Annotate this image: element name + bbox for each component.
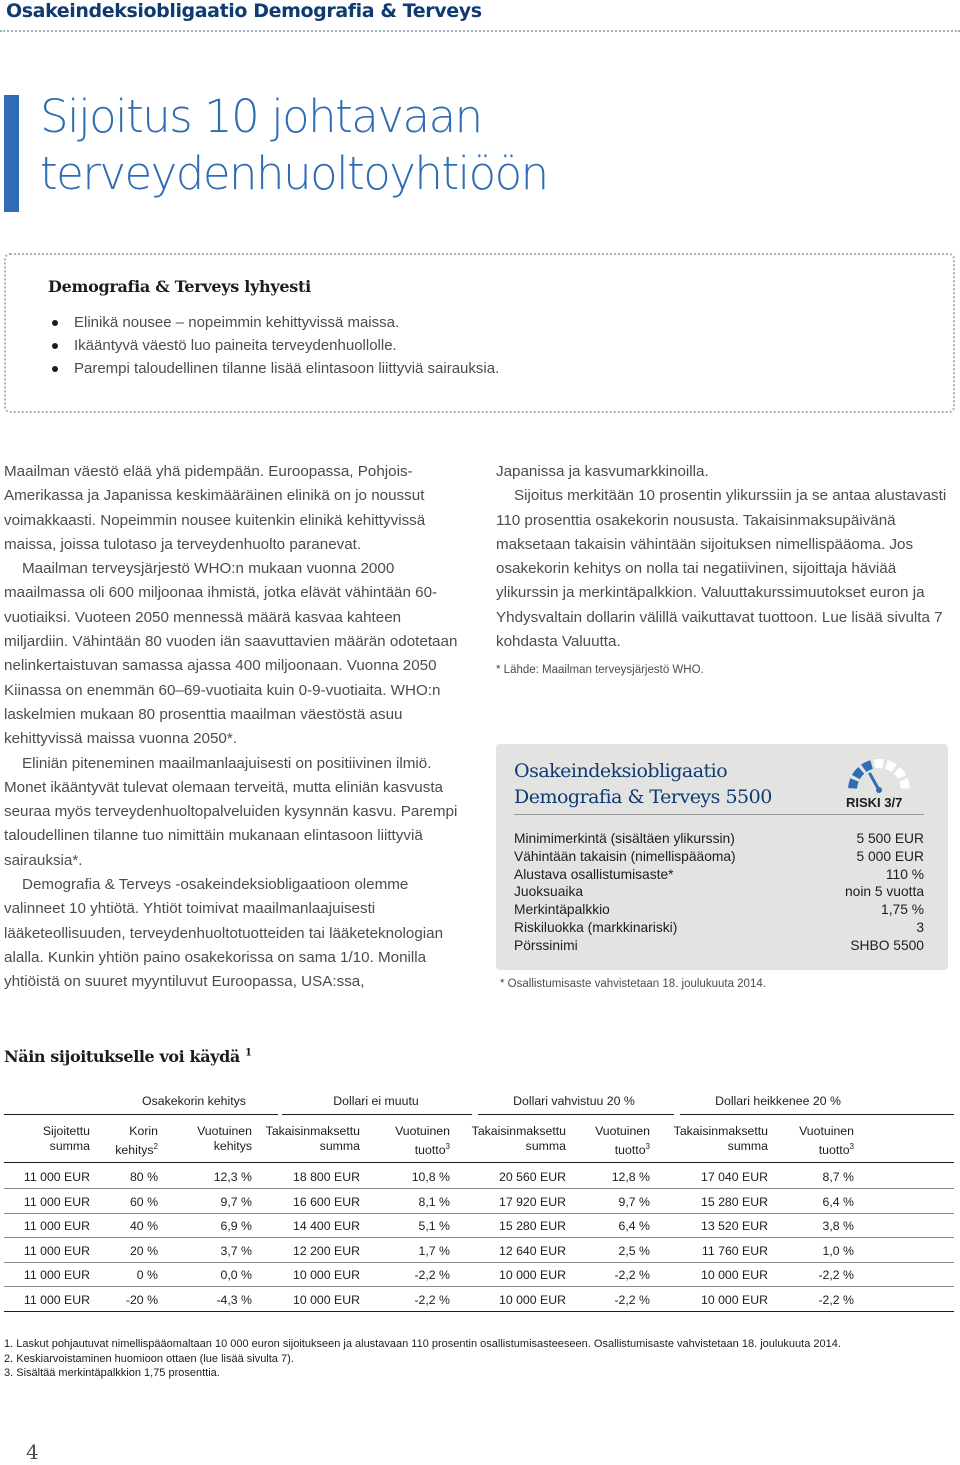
column-header	[674, 1124, 768, 1154]
table-cell: 11 000 EUR	[23, 1292, 90, 1307]
table-cell: 17 040 EUR	[701, 1170, 768, 1184]
table-cell: 9,7 %	[618, 1194, 650, 1209]
table-cell: -2,2 %	[414, 1268, 450, 1282]
summary-title: Demografia & Terveys lyhyesti	[48, 277, 311, 296]
table-cell: 1,0 %	[822, 1243, 854, 1258]
column-header-line2-text: summa	[727, 1139, 768, 1153]
table-cell: 12,3 %	[213, 1170, 252, 1184]
header-title: Osakeindeksiobligaatio Demografia & Terveys	[6, 0, 482, 22]
table-cell: 3,8 %	[822, 1219, 854, 1233]
column-header	[595, 1124, 650, 1158]
table-row	[4, 1189, 954, 1213]
column-header-line2	[266, 1139, 360, 1154]
table-cell: 16 600 EUR	[293, 1194, 360, 1209]
table-cell: 6,4 %	[618, 1219, 650, 1233]
product-row-label: Vähintään takaisin (nimellispääoma)	[514, 848, 736, 864]
column-header	[266, 1124, 360, 1154]
product-row	[514, 848, 924, 866]
table-cell: 0 %	[136, 1268, 158, 1282]
table-cell: 10 000 EUR	[499, 1268, 566, 1282]
table-cell: 10,8 %	[411, 1170, 450, 1184]
column-header-line1: Sijoitettu	[42, 1124, 90, 1138]
table-cell: -2,2 %	[614, 1292, 650, 1307]
product-row-label: Merkintäpalkkio	[514, 902, 610, 918]
product-footnote: * Osallistumisaste vahvistetaan 18. joulukuuta 2014.	[500, 978, 766, 990]
product-name	[514, 758, 834, 810]
column-header-line1: Vuotuinen	[799, 1124, 854, 1138]
risk-label: RISKI 3/7	[846, 795, 903, 810]
table-cell: -4,3 %	[216, 1292, 252, 1307]
group-rule	[4, 1114, 278, 1115]
column-header-sup: 2	[153, 1142, 158, 1151]
table-cell: 10 000 EUR	[293, 1292, 360, 1307]
group-header: Dollari vahvistuu 20 %	[513, 1094, 635, 1108]
body-paragraph: Sijoitus merkitään 10 prosentin ylikurssiin ja se antaa alustavasti 110 prosenttia osakekorin noususta. Takaisinmaksupäivänä maksetaan takaisin vähintään sijoituksen nimellispääoma. Jos osakekorin kehitys on nolla tai negatiivinen, sijoittaja häviää ylikurssin ja merkintäpalkkion. Valuuttakurssimuutokset euron ja Yhdysvaltain dollarin välillä vaikuttavat tuottoon. Lue lisää sivulta 7 kohdasta Valuutta.	[496, 487, 947, 651]
product-row-value: 5 500 EUR	[856, 831, 924, 846]
page-number: 4	[26, 1440, 39, 1464]
page-title-line1: Sijoitus 10 johtavaan	[40, 90, 482, 143]
column-header-line2-text: tuotto	[818, 1143, 850, 1158]
table-cell: 11 000 EUR	[23, 1268, 90, 1282]
table-row	[4, 1164, 954, 1188]
table-cell: 0,0 %	[220, 1268, 252, 1282]
body-paragraph: Eliniän piteneminen maailmanlaajuisesti on positiivinen ilmiö. Monet ikääntyvät tulevat olemaan terveitä, mutta eliniän kasvusta seuraa myös terveydenhuoltopalveluiden kysynnän kasvu. Parempi taloudellinen tilanne tuo nimittäin mukanaan elintasoon liittyviä sairauksia*.	[4, 754, 458, 869]
risk-gauge-segment	[861, 760, 873, 772]
risk-gauge-segment	[848, 778, 859, 788]
table-cell: 8,1 %	[418, 1194, 450, 1209]
product-row-label: Pörssinimi	[514, 937, 578, 953]
product-row-label: Riskiluokka (markkinariski)	[514, 919, 678, 935]
source-note: * Lähde: Maailman terveysjärjestö WHO.	[496, 664, 704, 677]
scenario-title-text: Näin sijoitukselle voi käydä	[4, 1047, 240, 1066]
risk-gauge-segment	[885, 760, 897, 772]
product-row	[514, 937, 924, 955]
table-cell: -2,2 %	[818, 1268, 854, 1282]
column-header-line2	[799, 1139, 854, 1158]
group-header: Osakekorin kehitys	[142, 1094, 246, 1108]
column-header	[197, 1124, 252, 1154]
table-cell: 20 %	[129, 1243, 158, 1258]
product-row-value: SHBO 5500	[850, 937, 924, 953]
table-cell: 13 520 EUR	[701, 1219, 768, 1233]
table-cell: 12 200 EUR	[293, 1243, 360, 1258]
product-row-value: 1,75 %	[881, 902, 924, 918]
column-header-sup: 3	[645, 1142, 650, 1151]
table-cell: 15 280 EUR	[499, 1219, 566, 1233]
product-row	[514, 919, 924, 937]
product-row	[514, 866, 924, 884]
column-header-line2-text: tuotto	[414, 1143, 446, 1158]
table-row	[4, 1262, 954, 1286]
column-header-sup: 3	[849, 1142, 854, 1151]
product-details	[514, 830, 924, 955]
table-cell: 18 800 EUR	[293, 1170, 360, 1184]
column-header-line1: Vuotuinen	[197, 1124, 252, 1138]
footnote: 1. Laskut pohjautuvat nimellispääomaltaan 10 000 euron sijoitukseen ja alustavaan 110 prosentin osallistumisasteeseen. Osallistumisaste vahvistetaan 18. joulukuuta 2014.	[4, 1338, 841, 1350]
header-divider	[0, 30, 960, 32]
summary-bullet: Elinikä nousee – nopeimmin kehittyvissä maissa.	[48, 311, 499, 334]
title-accent-bar	[4, 95, 19, 212]
body-column-left	[4, 460, 466, 995]
table-cell: 10 000 EUR	[293, 1268, 360, 1282]
scenario-title	[4, 1047, 252, 1066]
group-rule	[680, 1114, 954, 1115]
risk-gauge-segment	[852, 767, 864, 779]
table-cell: -2,2 %	[414, 1292, 450, 1307]
page-title-line2: terveydenhuoltoyhtiöön	[40, 147, 548, 200]
row-divider	[4, 1311, 954, 1312]
column-header	[115, 1124, 158, 1158]
table-cell: 8,7 %	[822, 1170, 854, 1184]
table-cell: 80 %	[129, 1170, 158, 1184]
column-header-line1: Korin	[129, 1124, 158, 1138]
product-row-label: Minimimerkintä (sisältäen ylikurssin)	[514, 831, 735, 846]
body-paragraph: Maailman terveysjärjestö WHO:n mukaan vuonna 2000 maailmassa oli 600 miljoonaa ihmistä, jotka elävät vähintään 60-vuotiaiksi. Vuoteen 2050 mennessä määrä kasvaa kahteen miljardiin. Vähintään 80 vuoden iän saavuttavien määrän odotetaan nelinkertaistuvan samassa ajassa 400 miljoonaan. Vuonna 2050 Kiinassa on enemmän 60–69-vuotiaita kuin 0-9-vuotiaita. WHO:n laskelmien mukaan 80 prosenttia maailman väestöstä asuu kehittyvissä maissa vuonna 2050*.	[4, 560, 458, 748]
footnote: 2. Keskiarvoistaminen huomioon ottaen (lue lisää sivulta 7).	[4, 1352, 294, 1365]
risk-gauge-hub	[876, 787, 882, 793]
group-header: Dollari heikkenee 20 %	[715, 1094, 841, 1108]
body-paragraph: Japanissa ja kasvumarkkinoilla.	[496, 463, 709, 480]
column-header-line1: Vuotuinen	[595, 1124, 650, 1138]
table-cell: 14 400 EUR	[293, 1219, 360, 1233]
column-header	[43, 1124, 90, 1154]
table-cell: 40 %	[129, 1219, 158, 1233]
column-header	[472, 1124, 566, 1154]
risk-gauge-segment	[899, 778, 910, 788]
table-cell: 17 920 EUR	[499, 1194, 566, 1209]
table-cell: -2,2 %	[614, 1268, 650, 1282]
table-cell: 5,1 %	[418, 1219, 450, 1233]
risk-gauge-segments	[848, 759, 910, 789]
body-column-right	[496, 460, 958, 678]
column-header-line2-text: kehitys	[213, 1139, 252, 1153]
table-cell: 1,7 %	[418, 1243, 450, 1258]
product-row-value: 110 %	[885, 866, 924, 882]
column-header-line2-text: summa	[319, 1139, 360, 1153]
group-rule	[282, 1114, 472, 1115]
product-name-line2: Demografia & Terveys 5500	[514, 786, 772, 808]
summary-box	[4, 253, 955, 413]
table-cell: 10 000 EUR	[701, 1292, 768, 1307]
column-header-line1: Takaisinmaksettu	[673, 1124, 768, 1138]
product-divider	[514, 814, 924, 815]
column-header-line2	[395, 1139, 450, 1158]
summary-list	[48, 311, 499, 380]
summary-bullet: Parempi taloudellinen tilanne lisää elintasoon liittyviä sairauksia.	[48, 357, 499, 380]
risk-gauge-segment	[874, 759, 884, 768]
column-header-line2	[472, 1139, 566, 1154]
table-cell: 20 560 EUR	[499, 1170, 566, 1184]
group-rule	[478, 1114, 674, 1115]
header-rule	[4, 1162, 954, 1163]
column-header-sup: 3	[445, 1142, 450, 1151]
product-row-value: 5 000 EUR	[856, 848, 924, 864]
table-cell: 9,7 %	[220, 1194, 252, 1209]
column-header-line2	[43, 1139, 90, 1154]
summary-bullet: Ikääntyvä väestö luo paineita terveydenhuollolle.	[48, 334, 499, 357]
column-header-line1: Takaisinmaksettu	[471, 1124, 566, 1138]
table-cell: 10 000 EUR	[499, 1292, 566, 1307]
table-cell: 11 000 EUR	[23, 1170, 90, 1184]
body-paragraph: Maailman väestö elää yhä pidempään. Euroopassa, Pohjois-Amerikassa ja Japanissa keskimääräinen elinikä on jo noussut voimakkaasti. Nopeimmin nousee kuitenkin elinikä kehittyvissä maissa, joissa tulotaso ja terveydenhuolto paranevat.	[4, 463, 426, 553]
body-paragraph: Demografia & Terveys -osakeindeksiobligaatioon olemme valinneet 10 yhtiötä. Yhtiöt toimivat maailmanlaajuisesti lääketeollisuuden, terveydenhuoltotuotteiden tai lääketeknologian alalla. Kunkin yhtiön paino osakekorissa on sama 1/10. Monilla yhtiöistä on suuret myyntiluvut Euroopassa, USA:ssa,	[4, 876, 444, 991]
product-name-line1: Osakeindeksiobligaatio	[514, 760, 728, 782]
table-cell: 11 760 EUR	[701, 1243, 768, 1258]
product-row-label: Juoksuaika	[514, 884, 584, 900]
risk-gauge-icon	[848, 752, 910, 796]
column-header-line1: Vuotuinen	[395, 1124, 450, 1138]
table-cell: 11 000 EUR	[23, 1243, 90, 1258]
table-cell: 6,9 %	[220, 1219, 252, 1233]
table-cell: 10 000 EUR	[701, 1268, 768, 1282]
column-header-line2	[197, 1139, 252, 1154]
column-header	[799, 1124, 854, 1158]
table-cell: 3,7 %	[220, 1243, 252, 1258]
product-row-value: noin 5 vuotta	[844, 884, 924, 900]
column-header-line2-text: summa	[49, 1139, 90, 1153]
group-header: Dollari ei muutu	[333, 1094, 419, 1108]
column-header	[395, 1124, 450, 1158]
product-row	[514, 883, 924, 901]
table-cell: 15 280 EUR	[701, 1194, 768, 1209]
column-header-line2-text: summa	[525, 1139, 566, 1153]
column-header-line1: Takaisinmaksettu	[265, 1124, 360, 1138]
product-row-label: Alustava osallistumisaste*	[514, 866, 674, 882]
column-header-line2	[674, 1139, 768, 1154]
column-header-line2-text: kehitys	[115, 1143, 154, 1158]
risk-gauge-segment	[894, 767, 906, 779]
column-header-line2-text: tuotto	[614, 1143, 646, 1158]
table-row	[4, 1287, 954, 1311]
table-cell: 2,5 %	[618, 1243, 650, 1258]
table-cell: 11 000 EUR	[23, 1194, 90, 1209]
product-row	[514, 901, 924, 919]
product-info-box	[496, 744, 948, 970]
scenario-title-sup: 1	[245, 1047, 252, 1059]
footnotes	[4, 1337, 944, 1381]
table-row	[4, 1213, 954, 1237]
table-cell: -20 %	[125, 1292, 158, 1307]
table-cell: -2,2 %	[818, 1292, 854, 1307]
table-cell: 11 000 EUR	[23, 1219, 90, 1233]
product-row	[514, 830, 924, 848]
table-cell: 6,4 %	[822, 1194, 854, 1209]
table-row	[4, 1238, 954, 1262]
table-cell: 60 %	[129, 1194, 158, 1209]
footnote: 3. Sisältää merkintäpalkkion 1,75 prosenttia.	[4, 1367, 220, 1379]
product-row-value: 3	[916, 919, 924, 935]
page-title	[40, 88, 680, 202]
table-cell: 12,8 %	[611, 1170, 650, 1184]
table-cell: 12 640 EUR	[499, 1243, 566, 1258]
column-header-line2	[115, 1139, 158, 1158]
column-header-line2	[595, 1139, 650, 1158]
